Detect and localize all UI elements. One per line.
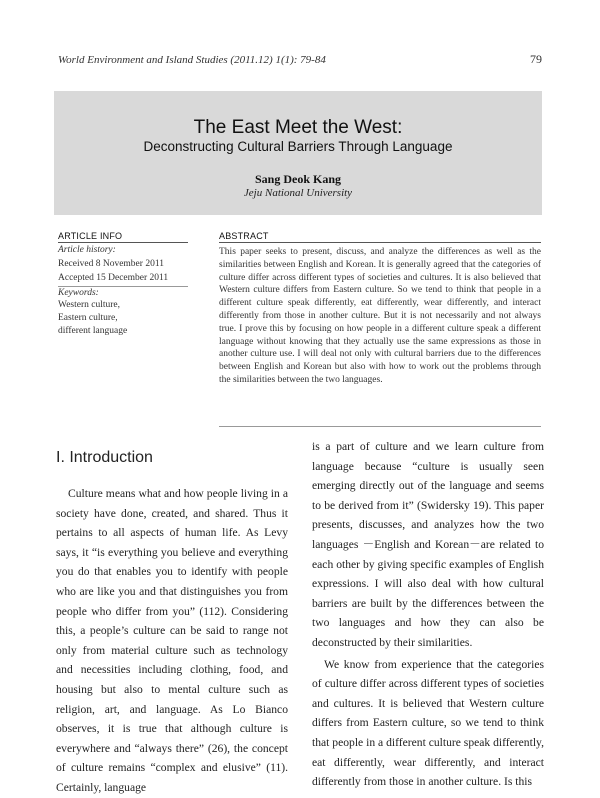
page-number: 79: [530, 52, 542, 66]
author-affiliation: Jeju National University: [243, 187, 353, 199]
second-paragraph: We know from experience that the categories of culture differ across different types of societies and cultures. It is believed that Western culture differs from Eastern culture, so we tend to think that people in a different culture speak differently, eat differently, wear differently, and interact differently from those in another culture. Is this: [312, 657, 544, 789]
keyword-item: different language: [58, 326, 128, 336]
article-info-heading: ARTICLE INFO: [58, 231, 123, 241]
history-label: Article history:: [58, 245, 116, 255]
intro-paragraph: Culture means what and how people living in a society have done, created, and shared. Thus it pertains to all aspects of human life. As Levy says, it “is everything you believe and everything you do that enables you to identify with people who are like you and that distinguishes you from people who differ from you” (112). Considering this, a people’s culture can be said to range not only from material culture such as technology and necessities including clothing, food, and housing but also to mental culture such as religion, art, and language. As Lo Bianco observes, it is true that although culture is everywhere and “always there” (26), the concept of culture remains “complex and elusive” (11). Certainly, language: [56, 487, 288, 794]
right-column: [312, 437, 544, 792]
keyword-item: Eastern culture,: [58, 313, 118, 323]
section-heading: I. Introduction: [56, 449, 153, 466]
running-head: World Environment and Island Studies (2011.12) 1(1): 79-84: [58, 54, 326, 66]
author-name: Sang Deok Kang: [254, 172, 342, 186]
abstract-text: This paper seeks to present, discuss, and analyze the differences as well as the similarities between English and Korean. It is generally agreed that the categories of culture differ across different types of societies and cultures. It is also believed that Western culture differs from Eastern culture. So we tend to think that people in a different culture speak differently, eat differently, wear differently, and interact differently from those in another culture. But it is not necessarily and not always true. I prove this by focusing on how people in a different culture speak a different language without knowing that they actually use the same expressions as those in another culture use. I will deal not only with cultural barriers due to the differences between English and Korean but also with how to work out the problems through the similarities between the two languages.: [219, 247, 541, 385]
info-divider: [58, 286, 188, 287]
paper-title: The East Meet the West:: [193, 117, 403, 138]
continued-paragraph: is a part of culture and we learn culture from language because “culture is usually seen emerging directly out of the language and seems to be derived from it” (Swidersky 19). This paper presents, discusses, and analyzes how the two languages －English and Korean－are related to each other by giving specific examples of English expressions. I will also deal with how cultural barriers are built by the differences between the two languages and how they can also be deconstructed by their similarities.: [312, 440, 544, 649]
paper-subtitle: Deconstructing Cultural Barriers Through Language: [143, 139, 453, 154]
abstract-rule: [219, 242, 541, 243]
keyword-item: Western culture,: [58, 300, 121, 310]
received-date: Received 8 November 2011: [58, 259, 164, 269]
abstract-bottom-rule: [219, 426, 541, 427]
keywords-label: Keywords:: [58, 288, 99, 298]
left-column: [56, 484, 288, 798]
accepted-date: Accepted 15 December 2011: [58, 273, 169, 283]
article-info-rule: [58, 242, 188, 243]
abstract-heading: ABSTRACT: [219, 231, 269, 241]
